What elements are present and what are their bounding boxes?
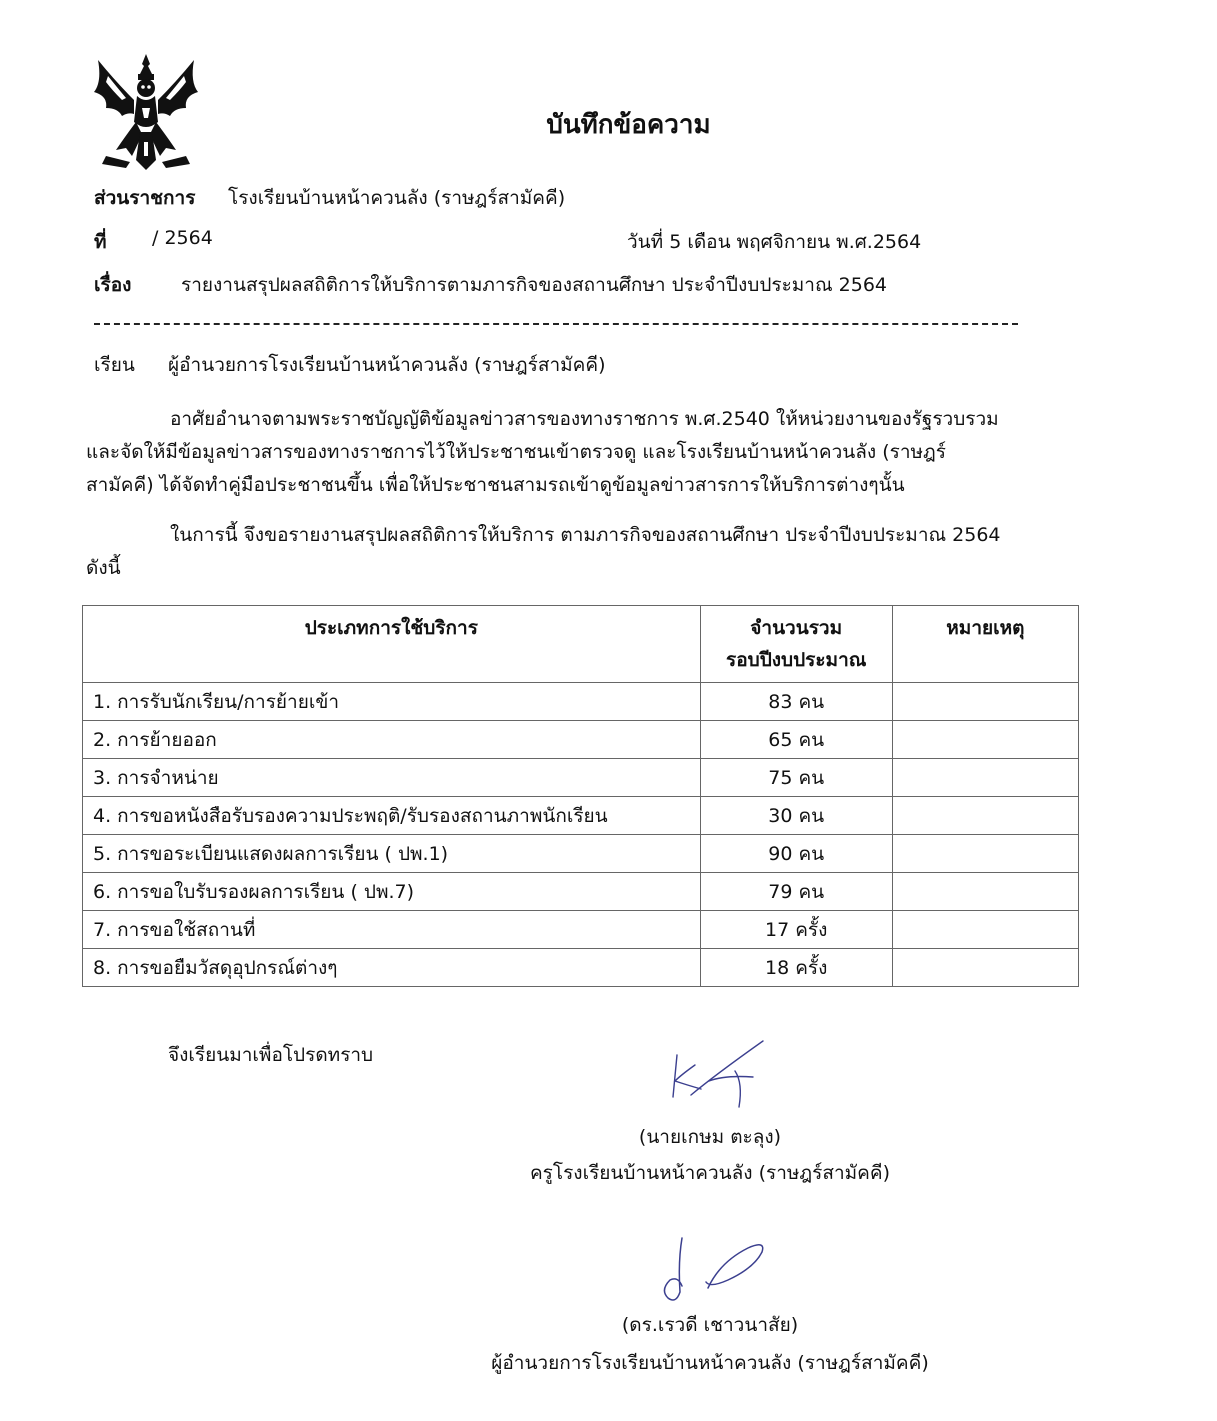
service-cell: 6. การขอใบรับรองผลการเรียน ( ปพ.7) — [83, 873, 701, 911]
service-cell: 5. การขอระเบียนแสดงผลการเรียน ( ปพ.1) — [83, 835, 701, 873]
remark-cell — [892, 911, 1078, 949]
table-header-row — [83, 606, 1079, 683]
signer-1-name: (นายเกษม ตะลุง) — [638, 1126, 782, 1148]
subject-label: เรื่อง — [94, 274, 132, 296]
table-row — [83, 911, 1079, 949]
salutation-label: เรียน — [94, 354, 135, 376]
signer-2-name: (ดร.เรวดี เชาวนาสัย) — [621, 1314, 799, 1336]
total-cell: 75 คน — [700, 759, 892, 797]
salutation-value: ผู้อำนวยการโรงเรียนบ้านหน้าควนลัง (ราษฎร์สามัคคี) — [168, 354, 606, 376]
header-total — [700, 606, 892, 683]
agency-label: ส่วนราชการ — [94, 187, 196, 209]
subject-value: รายงานสรุปผลสถิติการให้บริการตามภารกิจของสถานศึกษา ประจำปีงบประมาณ 2564 — [181, 274, 887, 296]
table-row — [83, 759, 1079, 797]
agency-value: โรงเรียนบ้านหน้าควนลัง (ราษฎร์สามัคคี) — [228, 187, 566, 209]
table-row — [83, 873, 1079, 911]
paragraph-1-line-2: และจัดให้มีข้อมูลข่าวสารของทางราชการไว้ให้ประชาชนเข้าตรวจดู และโรงเรียนบ้านหน้าควนลัง (ราษฎร์ — [86, 441, 946, 463]
reference-label: ที่ — [94, 231, 107, 253]
total-cell: 90 คน — [700, 835, 892, 873]
remark-cell — [892, 797, 1078, 835]
service-cell: 7. การขอใช้สถานที่ — [83, 911, 701, 949]
closing-text: จึงเรียนมาเพื่อโปรดทราบ — [168, 1044, 374, 1066]
header-remark: หมายเหตุ — [892, 606, 1078, 683]
paragraph-2 — [86, 519, 1068, 585]
remark-cell — [892, 721, 1078, 759]
service-cell: 1. การรับนักเรียน/การย้ายเข้า — [83, 683, 701, 721]
paragraph-1-line-1: อาศัยอำนาจตามพระราชบัญญัติข้อมูลข่าวสารของทางราชการ พ.ศ.2540 ให้หน่วยงานของรัฐรวบรวม — [170, 408, 999, 430]
reference-value: / 2564 — [152, 227, 213, 249]
paragraph-1-line-3: สามัคคี) ได้จัดทำคู่มือประชาชนขึ้น เพื่อให้ประชาชนสามรถเข้าดูข้อมูลข่าวสารการให้บริการต่างๆนั้น — [86, 474, 905, 496]
total-cell: 79 คน — [700, 873, 892, 911]
signer-1-position: ครูโรงเรียนบ้านหน้าควนลัง (ราษฎร์สามัคคี) — [529, 1162, 891, 1184]
signature-1-icon — [655, 1035, 775, 1115]
table-row — [83, 797, 1079, 835]
total-cell: 18 ครั้ง — [700, 949, 892, 987]
service-cell: 3. การจำหน่าย — [83, 759, 701, 797]
header-total-line-2: รอบปีงบประมาณ — [726, 649, 867, 671]
signer-2-position: ผู้อำนวยการโรงเรียนบ้านหน้าควนลัง (ราษฎร์สามัคคี) — [491, 1352, 929, 1374]
table-row — [83, 721, 1079, 759]
signature-2-icon — [648, 1232, 778, 1308]
table-row — [83, 949, 1079, 987]
service-cell: 2. การย้ายออก — [83, 721, 701, 759]
paragraph-1 — [86, 403, 1068, 502]
header-divider — [94, 323, 1018, 325]
total-cell: 83 คน — [700, 683, 892, 721]
table-row — [83, 683, 1079, 721]
remark-cell — [892, 683, 1078, 721]
total-cell: 65 คน — [700, 721, 892, 759]
service-statistics-table — [82, 605, 1079, 987]
remark-cell — [892, 759, 1078, 797]
table-row — [83, 835, 1079, 873]
total-cell: 17 ครั้ง — [700, 911, 892, 949]
header-service-type: ประเภทการใช้บริการ — [83, 606, 701, 683]
header-total-line-1: จำนวนรวม — [750, 617, 843, 639]
remark-cell — [892, 835, 1078, 873]
memo-date: วันที่ 5 เดือน พฤศจิกายน พ.ศ.2564 — [627, 231, 922, 253]
memo-title: บันทึกข้อความ — [546, 110, 711, 140]
paragraph-2-line-1: ในการนี้ จึงขอรายงานสรุปผลสถิติการให้บริการ ตามภารกิจของสถานศึกษา ประจำปีงบประมาณ 2564 — [170, 524, 1001, 546]
service-cell: 8. การขอยืมวัสดุอุปกรณ์ต่างๆ — [83, 949, 701, 987]
service-cell: 4. การขอหนังสือรับรองความประพฤติ/รับรองสถานภาพนักเรียน — [83, 797, 701, 835]
total-cell: 30 คน — [700, 797, 892, 835]
paragraph-2-line-2: ดังนี้ — [86, 557, 121, 579]
remark-cell — [892, 949, 1078, 987]
remark-cell — [892, 873, 1078, 911]
